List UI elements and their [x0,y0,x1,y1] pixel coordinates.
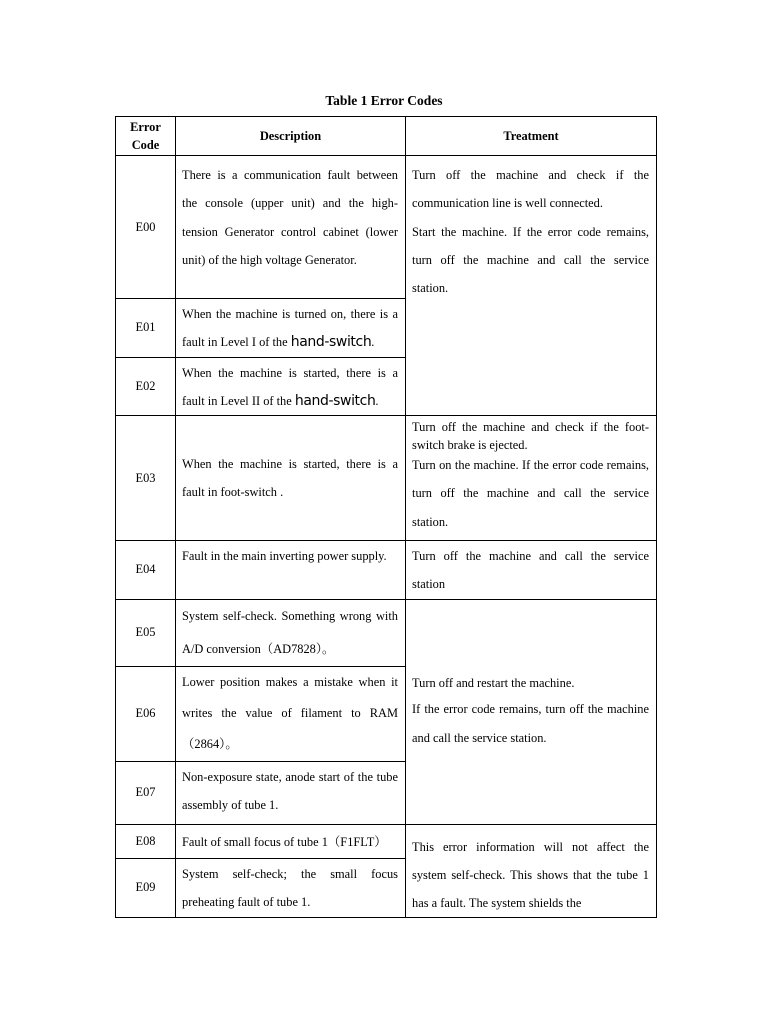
description-text: When the machine is started, there is a fault in Level II of the [182,365,398,408]
table-row [116,599,657,666]
description-text: . [375,393,379,408]
header-description: Description [176,117,406,156]
table-row [116,824,657,858]
description-cell: System self-check. Something wrong with A/D conversion（AD7828）。 [176,599,406,666]
error-code-cell: E04 [116,541,176,600]
description-cell: Fault of small focus of tube 1（F1FLT） [176,824,406,858]
treatment-line: Turn off the machine and check if the foot-switch brake is ejected. [412,420,649,453]
error-code-cell: E06 [116,666,176,761]
treatment-line [412,833,649,917]
error-code-cell: E07 [116,761,176,824]
header-error-code: Error Code [116,117,176,156]
treatment-line: If the error code remains, turn off the machine and call the service station. [412,702,649,745]
error-codes-table [115,116,657,918]
treatment-text: This error information will not affect the system self-check. This shows that the tube 1 has a fault. The system shields the [412,839,649,911]
description-cell: System self-check; the small focus preheating fault of tube 1. [176,858,406,917]
treatment-line: Turn off the machine and call the service station [412,549,649,592]
table-title: Table 1 Error Codes [325,93,443,108]
treatment-cell [406,156,657,416]
treatment-cell [406,599,657,824]
treatment-line: Start the machine. If the error code remains, turn off the machine and call the service station. [412,224,649,296]
header-row [116,117,657,156]
description-text: When the machine is turned on, there is a fault in Level I of the [182,307,398,350]
header-treatment: Treatment [406,117,657,156]
error-code-cell: E05 [116,599,176,666]
table-row [116,416,657,541]
error-code-cell: E00 [116,156,176,299]
error-code-cell: E02 [116,357,176,416]
description-term: hand-switch [290,334,372,351]
error-code-cell: E09 [116,858,176,917]
description-cell: When the machine is started, there is a fault in foot-switch . [176,416,406,541]
description-cell: Fault in the main inverting power supply. [176,541,406,600]
treatment-cell [406,541,657,600]
description-cell: There is a communication fault between the console (upper unit) and the high-tension Generator control cabinet (lower unit) of the high voltage Generator. [176,156,406,299]
description-cell [176,299,406,358]
description-cell [176,357,406,416]
table-row [116,541,657,600]
description-cell: Lower position makes a mistake when it writes the value of filament to RAM （2864）。 [176,666,406,761]
treatment-line: Turn off and restart the machine. [412,676,575,691]
error-code-cell: E03 [116,416,176,541]
treatment-line: Turn on the machine. If the error code remains, turn off the machine and call the service station. [412,458,649,529]
description-term: hand-switch [294,392,376,409]
treatment-cell [406,824,657,917]
treatment-cell [406,416,657,541]
error-code-cell: E08 [116,824,176,858]
table-row [116,156,657,299]
treatment-line: Turn off the machine and check if the communication line is well connected. [412,168,649,211]
description-text: . [371,335,375,350]
error-code-cell: E01 [116,299,176,358]
description-cell: Non-exposure state, anode start of the tube assembly of tube 1. [176,761,406,824]
